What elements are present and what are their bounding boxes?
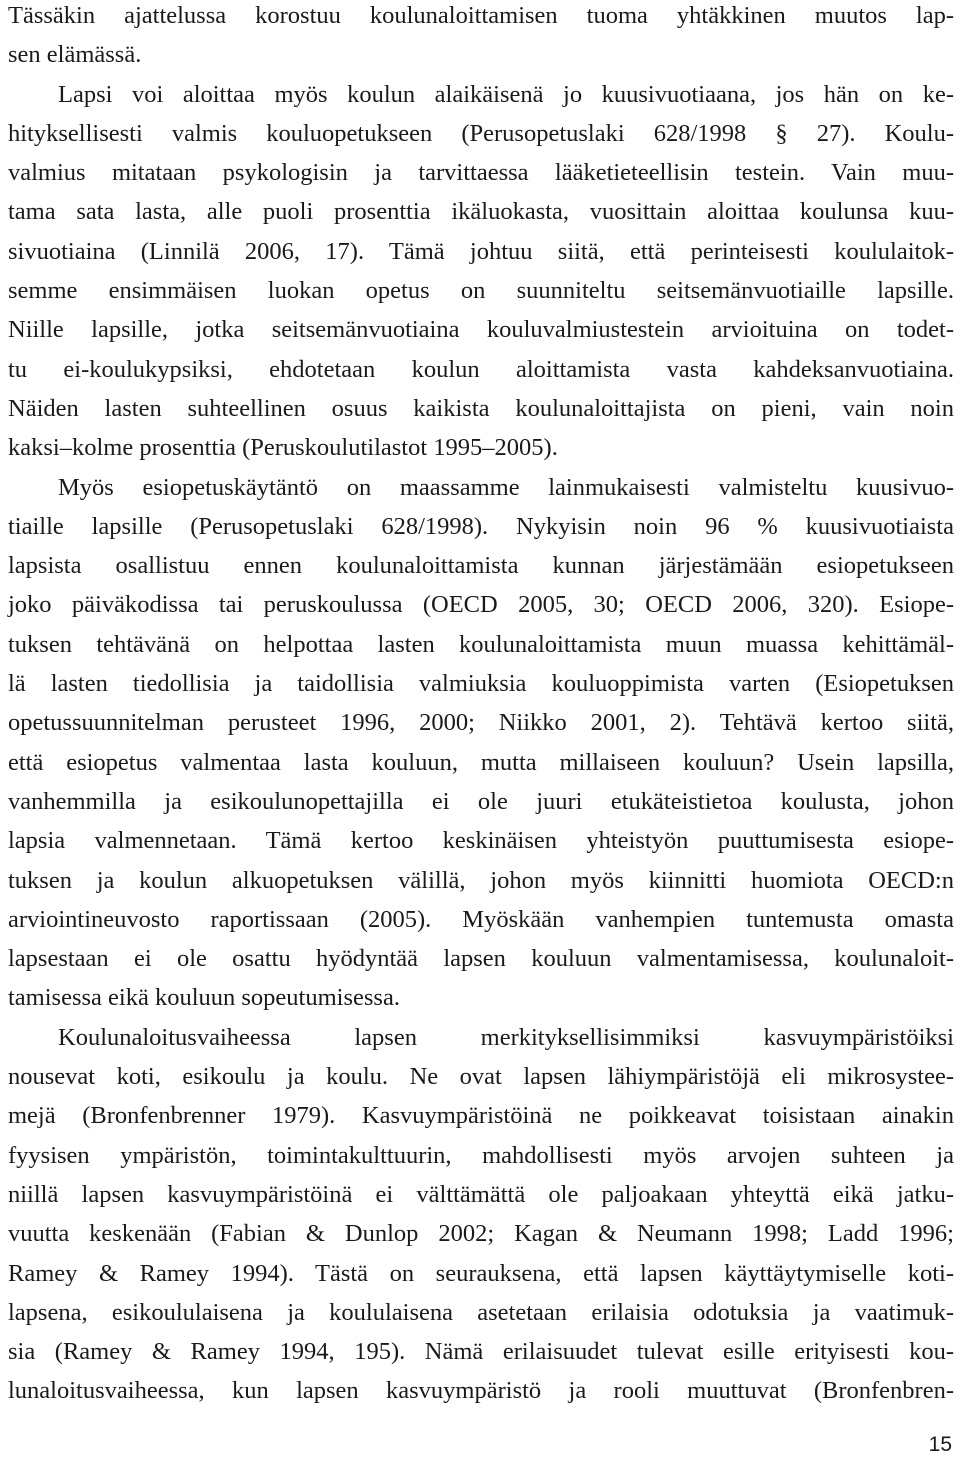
text-line: Lapsi voi aloittaa myös koulun alaikäisenä jo kuusivuotiaana, jos hän on ke-	[58, 80, 954, 108]
text-line: niillä lapsen kasvuympäristöinä ei välttämättä ole paljoakaan yhteyttä eikä jatku-	[8, 1180, 954, 1208]
text-line: tuksen ja koulun alkuopetuksen välillä, johon myös kiinnitti huomiota OECD:n	[8, 866, 954, 894]
text-line: lä lasten tiedollisia ja taidollisia valmiuksia kouluoppimista varten (Esiopetuksen	[8, 670, 954, 698]
text-line: tiaille lapsille (Perusopetuslaki 628/1998). Nykyisin noin 96 % kuusivuotiaista	[8, 512, 954, 540]
text-line: fyysisen ympäristön, toimintakulttuurin, mahdollisesti myös arvojen suhteen ja	[8, 1141, 954, 1169]
text-line: lapsestaan ei ole osattu hyödyntää lapsen kouluun valmentamisessa, koulunaloit-	[8, 945, 954, 973]
text-line: sia (Ramey & Ramey 1994, 195). Nämä erilaisuudet tulevat esille erityisesti kou-	[8, 1338, 954, 1366]
text-line: hityksellisesti valmis kouluopetukseen (Perusopetuslaki 628/1998 § 27). Koulu-	[8, 119, 954, 147]
text-line: lapsia valmennetaan. Tämä kertoo keskinäisen yhteistyön puuttumisesta esiope-	[8, 827, 954, 855]
text-line: Myös esiopetuskäytäntö on maassamme lainmukaisesti valmisteltu kuusivuo-	[58, 473, 954, 501]
text-line: lapsista osallistuu ennen koulunaloittamista kunnan järjestämään esiopetukseen	[8, 552, 954, 580]
text-line: Ramey & Ramey 1994). Tästä on seurauksena, että lapsen käyttäytymiselle koti-	[8, 1259, 954, 1287]
text-line: sen elämässä.	[8, 41, 142, 69]
text-line: Niille lapsille, jotka seitsemänvuotiaina kouluvalmiustestein arvioituina on todet-	[8, 316, 954, 344]
text-line: vanhemmilla ja esikoulunopettajilla ei ole juuri etukäteistietoa koulusta, johon	[8, 787, 954, 815]
text-line: sivuotiaina (Linnilä 2006, 17). Tämä johtuu siitä, että perinteisesti koululaitok-	[8, 237, 954, 265]
text-line: nousevat koti, esikoulu ja koulu. Ne ovat lapsen lähiympäristöjä eli mikrosystee-	[8, 1063, 954, 1091]
page-number: 15	[928, 1433, 952, 1456]
document-page	[8, 0, 954, 1411]
text-line: tu ei-koulukypsiksi, ehdotetaan koulun aloittamista vasta kahdeksanvuotiaina.	[8, 355, 954, 383]
text-line: Tässäkin ajattelussa korostuu koulunaloittamisen tuoma yhtäkkinen muutos lap-	[8, 2, 954, 29]
text-line: semme ensimmäisen luokan opetus on suunniteltu seitsemänvuotiaille lapsille.	[8, 277, 954, 305]
text-line: valmius mitataan psykologisin ja tarvittaessa lääketieteellisin testein. Vain muu-	[8, 159, 954, 187]
text-line: tama sata lasta, alle puoli prosenttia ikäluokasta, vuosittain aloittaa koulunsa kuu-	[8, 198, 954, 226]
text-line: lunaloitusvaiheessa, kun lapsen kasvuympäristö ja rooli muuttuvat (Bronfenbren-	[8, 1377, 954, 1405]
text-line: kaksi–kolme prosenttia (Peruskoulutilastot 1995–2005).	[8, 434, 558, 462]
text-line: mejä (Bronfenbrenner 1979). Kasvuympäristöinä ne poikkeavat toisistaan ainakin	[8, 1102, 954, 1130]
text-line: arviointineuvosto raportissaan (2005). Myöskään vanhempien tuntemusta omasta	[8, 905, 954, 933]
text-line: Näiden lasten suhteellinen osuus kaikista koulunaloittajista on pieni, vain noin	[8, 394, 954, 422]
text-line: joko päiväkodissa tai peruskoulussa (OECD 2005, 30; OECD 2006, 320). Esiope-	[8, 591, 954, 619]
text-line: lapsena, esikoululaisena ja koululaisena asetetaan erilaisia odotuksia ja vaatimuk-	[8, 1298, 954, 1326]
text-line: opetussuunnitelman perusteet 1996, 2000; Niikko 2001, 2). Tehtävä kertoo siitä,	[8, 709, 954, 737]
text-line: että esiopetus valmentaa lasta kouluun, mutta millaiseen kouluun? Usein lapsilla,	[8, 748, 954, 776]
text-line: Koulunaloitusvaiheessa lapsen merkityksellisimmiksi kasvuympäristöiksi	[58, 1023, 954, 1051]
text-line: tuksen tehtävänä on helpottaa lasten koulunaloittamista muun muassa kehittämäl-	[8, 630, 954, 658]
text-line: tamisessa eikä kouluun sopeutumisessa.	[8, 984, 400, 1012]
text-line: vuutta keskenään (Fabian & Dunlop 2002; Kagan & Neumann 1998; Ladd 1996;	[8, 1220, 954, 1248]
